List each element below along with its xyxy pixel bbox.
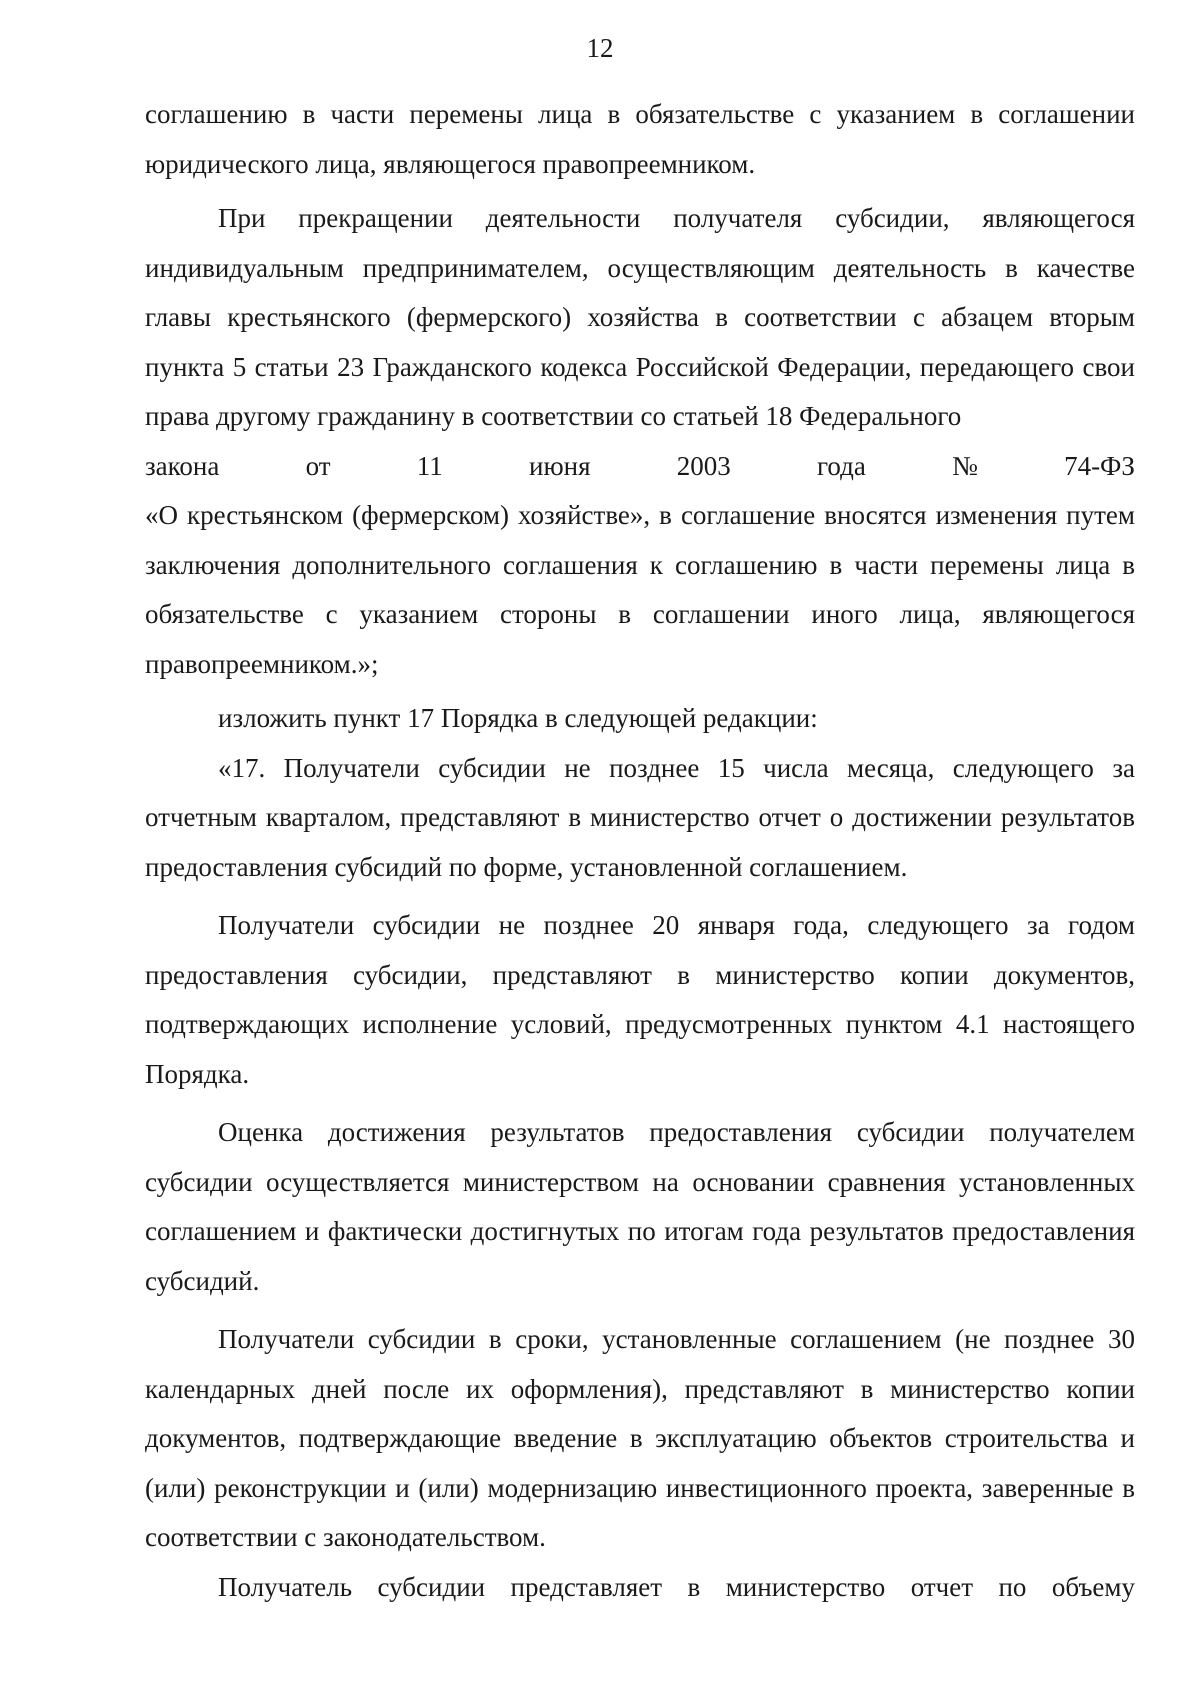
law-word: 11 [416,450,443,481]
paragraph-construction-documents: Получатели субсидии в сроки, установленные соглашением (не позднее 30 календарных дней после их оформления), представляют в министерство копии документов, подтверждающие введение в эксплуатацию объектов строительства и (или) реконструкции и (или) модернизацию инвестиционного проекта, заверенные в соответствии с законодательством. [145,1324,1135,1552]
law-word: июня [529,450,591,481]
law-word: № [952,450,978,481]
paragraph-volume-report: Получатель субсидии представляет в министерство отчет по объему [218,1571,1135,1602]
paragraph-continuation: соглашению в части перемены лица в обязательстве с указанием в соглашении юридического лица, являющегося правопреемником. [145,99,1135,179]
paragraph-documents-submission: Получатели субсидии не позднее 20 января года, следующего за годом предоставления субсидии, представляют в министерство копии документов, подтверждающих исполнение условий, предусмотренных пунктом 4.1 настоящего Порядка. [145,910,1135,1089]
page-number: 12 [586,33,614,63]
law-word: 74-ФЗ [1064,450,1135,481]
law-word: 2003 [676,450,731,481]
law-word: закона [145,450,220,481]
paragraph-results-evaluation: Оценка достижения результатов предоставления субсидии получателем субсидии осуществляется министерством на основании сравнения установленных соглашением и фактически достигнутых по итогам года результатов предоставления субсидий. [145,1117,1135,1296]
document-body [145,90,1135,1612]
paragraph-item-17: «17. Получатели субсидии не позднее 15 числа месяца, следующего за отчетным кварталом, представляют в министерство отчет о достижении результатов предоставления субсидий по форме, установленной соглашением. [145,752,1135,882]
paragraph-amend-item-17: изложить пункт 17 Порядка в следующей редакции: [218,703,818,733]
law-word: года [816,450,866,481]
paragraph-law-continuation: «О крестьянском (фермерском) хозяйстве», в соглашение вносятся изменения путем заключения дополнительного соглашения к соглашению в части перемены лица в обязательстве с указанием стороны в соглашении иного лица, являющегося правопреемником.»; [145,500,1135,679]
law-word: от [305,450,331,481]
paragraph-termination-of-activity: При прекращении деятельности получателя субсидии, являющегося индивидуальным предпринимателем, осуществляющим деятельность в качестве главы крестьянского (фермерского) хозяйства в соответствии с абзацем вторым пункта 5 статьи 23 Гражданского кодекса Российской Федерации, передающего свои права другому гражданину в соответствии со статьей 18 Федерального [145,203,1135,431]
law-reference-line [145,442,1135,492]
